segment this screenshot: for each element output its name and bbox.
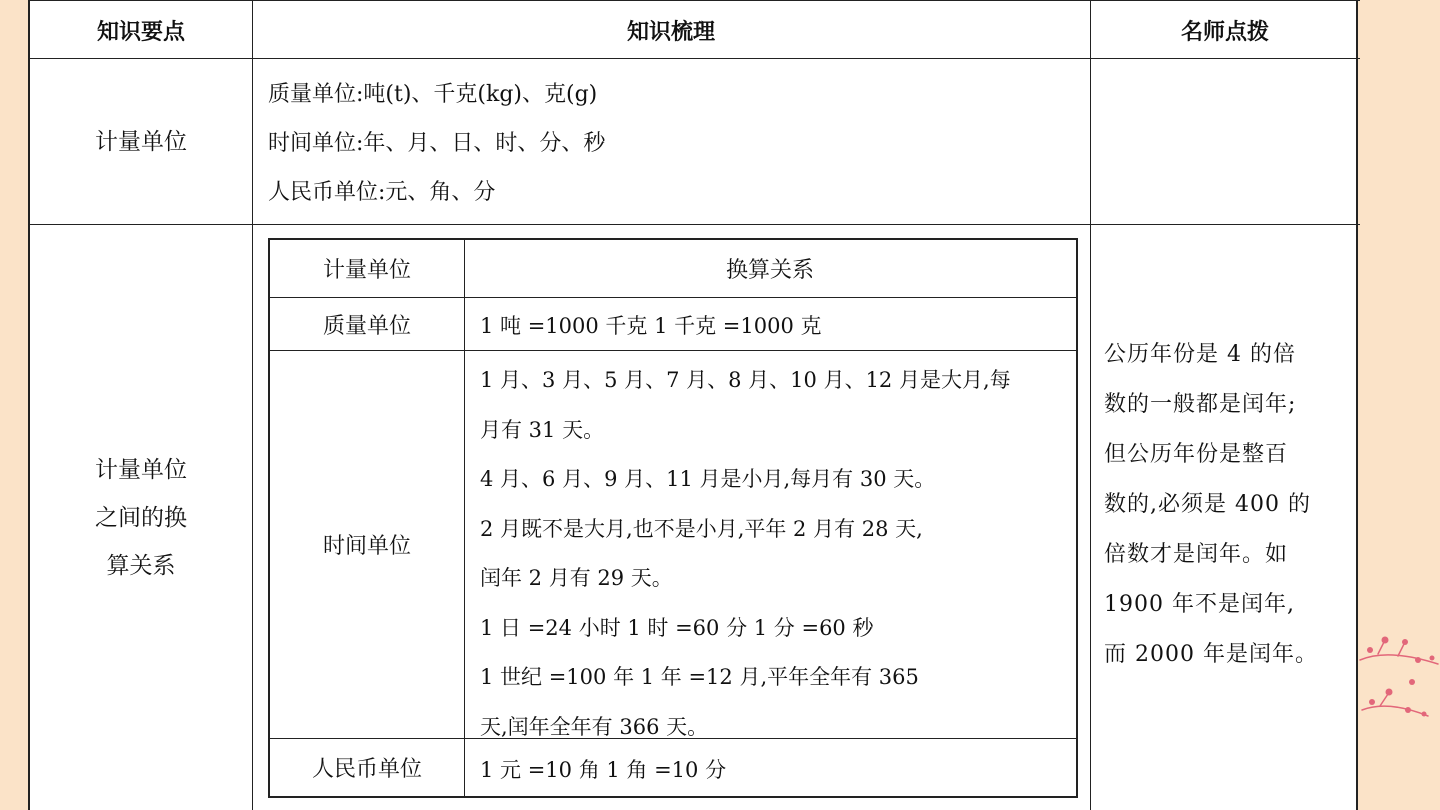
column-divider-1	[252, 0, 253, 810]
tip-line: 公历年份是 4 的倍	[1104, 342, 1296, 367]
time-conversion-line: 4 月、6 月、9 月、11 月是小月,每月有 30 天。	[480, 467, 936, 491]
time-conversion-line: 天,闰年全年有 366 天。	[480, 714, 709, 739]
inner-column-divider	[464, 240, 465, 796]
row2-title-line: 计量单位	[95, 457, 187, 483]
tip-line: 而 2000 年是闰年。	[1104, 642, 1318, 667]
time-conversion-line: 月有 31 天。	[480, 417, 605, 442]
row-divider	[30, 224, 1360, 225]
header-knowledge-points: 知识要点	[96, 19, 185, 45]
money-label: 人民币单位	[311, 757, 422, 782]
tip-line: 数的,必须是 400 的	[1104, 492, 1311, 517]
time-conversion-line: 2 月既不是大月,也不是小月,平年 2 月有 28 天,	[480, 516, 923, 541]
teacher-tip	[1104, 330, 1354, 680]
tip-line: 但公历年份是整百	[1104, 442, 1289, 467]
mass-units-line: 质量单位:吨(t)、千克(kg)、克(g)	[268, 82, 598, 107]
row1-title	[30, 60, 252, 224]
row1-title-text: 计量单位	[95, 129, 187, 155]
time-conversion-line: 1 月、3 月、5 月、7 月、8 月、10 月、12 月是大月,每	[480, 368, 1011, 392]
time-conversion-line: 1 世纪 =100 年 1 年 =12 月,平年全年有 365	[480, 665, 919, 689]
header-teacher-tips: 名师点拨	[1180, 19, 1269, 45]
inner-header-unit: 计量单位	[322, 258, 411, 283]
row1-unit-list	[268, 70, 605, 217]
mass-label: 质量单位	[322, 313, 411, 339]
tip-line: 倍数才是闰年。如	[1104, 542, 1289, 567]
time-units-line: 时间单位:年、月、日、时、分、秒	[268, 131, 606, 156]
outer-table	[28, 0, 1358, 810]
row2-title	[30, 226, 252, 810]
document-page	[28, 0, 1358, 810]
blossom-branch-icon	[1358, 630, 1440, 740]
money-conversion: 1 元 =10 角 1 角 =10 分	[480, 758, 727, 782]
money-units-line: 人民币单位:元、角、分	[268, 180, 496, 205]
row2-title-line: 之间的换	[95, 505, 187, 531]
time-conversion	[480, 356, 1011, 752]
time-label: 时间单位	[322, 534, 411, 559]
conversion-table	[268, 238, 1078, 798]
tip-line: 数的一般都是闰年;	[1104, 392, 1297, 417]
inner-header-conversion: 换算关系	[725, 258, 814, 283]
row2-title-line: 算关系	[106, 553, 176, 579]
tip-line: 1900 年不是闰年,	[1104, 592, 1295, 617]
column-divider-2	[1090, 0, 1091, 810]
time-conversion-line: 闰年 2 月有 29 天。	[480, 566, 673, 590]
header-knowledge-review: 知识梳理	[626, 19, 715, 45]
time-conversion-line: 1 日 =24 小时 1 时 =60 分 1 分 =60 秒	[480, 615, 874, 640]
mass-conversion: 1 吨 =1000 千克 1 千克 =1000 克	[480, 314, 822, 338]
